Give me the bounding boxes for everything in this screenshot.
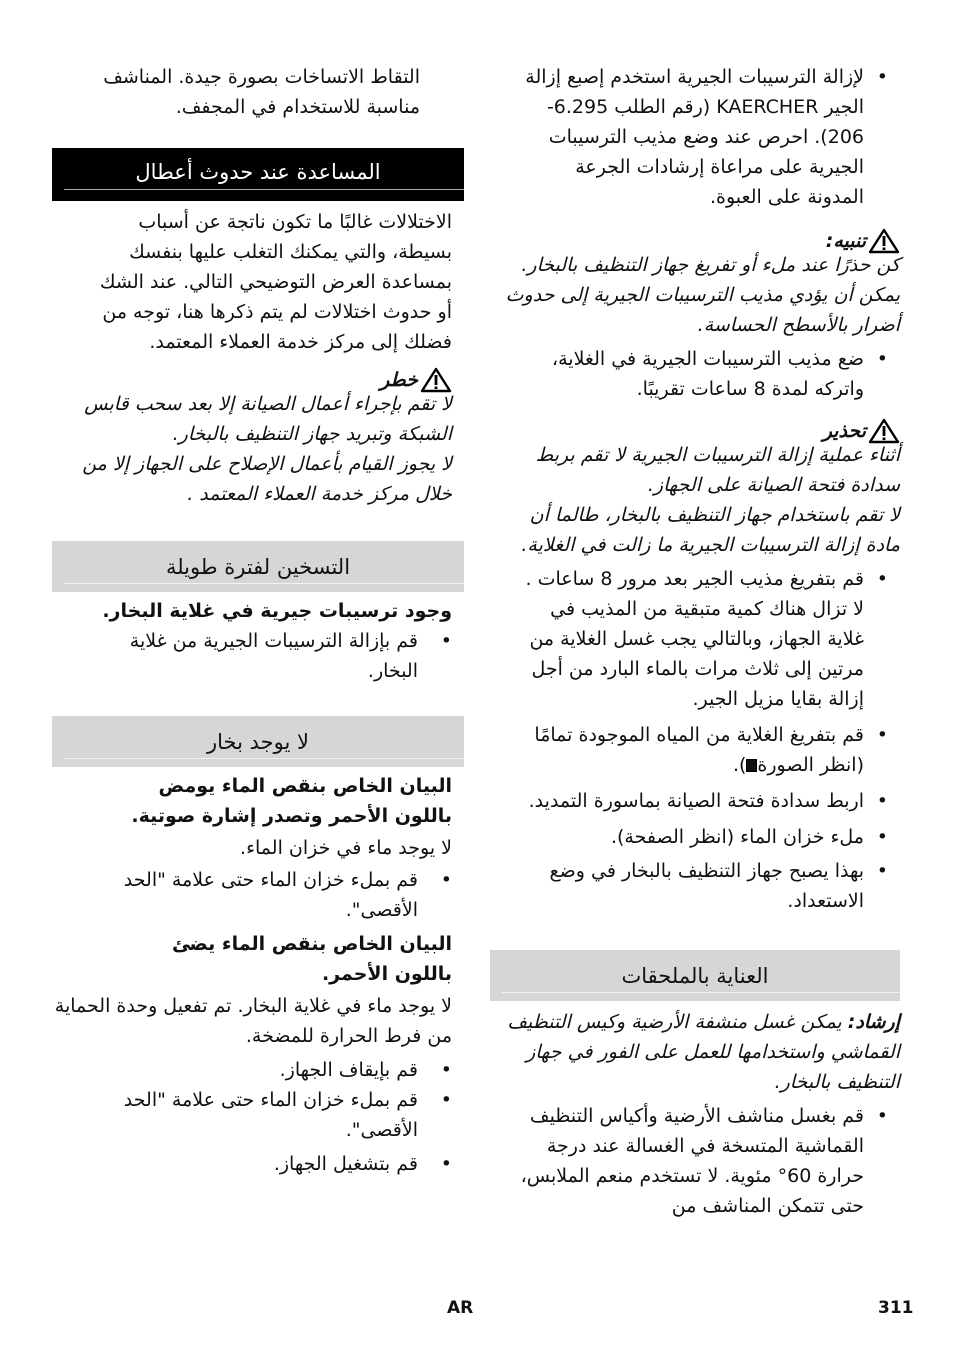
section-title: العناية بالملحقات (621, 964, 769, 988)
list-item (490, 1101, 900, 1221)
caution-text: كن حذرًا عند ملء أو تفريغ جهاز التنظيف بالبخار. يمكن أن يؤدي مذيب الترسيبات الجيرية إلى حدوث أضرار بالأسطح الحساسة. (505, 254, 900, 336)
list-item-text: قم بملء خزان الماء حتى علامة "الحد الأقصى". (123, 1089, 418, 1141)
right-column (490, 62, 900, 1221)
figure-reference-icon (746, 759, 757, 772)
warning-text: أثناء عملية إزالة الترسيبات الجيرية لا تقم بربط سدادة فتحة الصيانة على الجهاز. (535, 444, 900, 496)
section-heading (490, 950, 900, 1001)
note-text (490, 1007, 900, 1097)
list-item-text: قم بتفريغ مذيب الجير بعد مرور 8 ساعات . لا تزال هناك كمية متبقية من المذيب في غلاية الجهاز، وبالتالي يجب غسل الغلاية من مرتين إلى ثلاث مرات بالماء البارد من أجل إزالة بقايا مزيل الجير. (525, 568, 864, 710)
section-heading (52, 148, 464, 201)
list-item-text: قم بتفريغ الغلاية من المياه الموجودة تمامًا (انظر الصورة (534, 724, 864, 776)
list-item-text: قم بإزالة الترسيبات الجيرية من غلاية البخار. (129, 630, 418, 682)
list-item-text: ). (732, 754, 747, 776)
list-item (52, 1149, 464, 1179)
list-item-text: ضع مذيب الترسيبات الجيرية في الغلاية، واتركه لمدة 8 ساعات تقريبًا. (551, 348, 864, 400)
symptom-text: البيان الخاص بنقص الماء يضئ باللون الأحمر. (172, 933, 452, 985)
heading-rule (64, 583, 464, 584)
list-item-text: قم بإيقاف الجهاز. (279, 1059, 418, 1081)
note-body: يمكن غسل منشفة الأرضية وكيس التنظيف القماشي واستخدامها للعمل على الفور في جهاز التنظيف بالبخار. (507, 1011, 900, 1093)
section-title: لا يوجد بخار (207, 730, 309, 754)
page-number: 311 (878, 1298, 914, 1318)
paragraph: الاختلالات غالبًا ما تكون ناتجة عن أسباب بسيطة، والتي يمكنك التغلب عليها بنفسك بمساعدة العرض التوضيحي التالي. عند الشك أو حدوث اختلالات لم يتم ذكرها هنا، توجه من فضلك إلى مركز خدمة العملاء المعتمد. (99, 211, 452, 353)
section-heading (52, 541, 464, 592)
cause-text: لا يوجد ماء في خزان الماء. (240, 837, 452, 859)
section-heading (52, 716, 464, 767)
list-item (52, 1055, 464, 1085)
warning-label: تحذير (822, 420, 866, 442)
list-item-text: ملء خزان الماء (انظر الصفحة). (610, 826, 864, 848)
paragraph: التقاط الاتساخات بصورة جيدة. المناشف مناسبة للاستخدام في المجفف. (103, 66, 420, 118)
list-item-text: قم بملء خزان الماء حتى علامة "الحد الأقصى". (123, 869, 418, 921)
cause-text: وجود ترسيبات جيرية في غلاية البخار. (102, 600, 452, 622)
caution-label: تنبيه: (825, 230, 866, 252)
list-item (490, 564, 900, 714)
list-item (52, 865, 464, 925)
list-item-text: اربط سدادة فتحة الصيانة بماسورة التمديد. (528, 790, 864, 812)
warning-text: لا تقم باستخدام جهاز التنظيف بالبخار، طالما أن مادة إزالة الترسيبات الجيرية ما زالت في الغلاية. (521, 504, 900, 556)
danger-label: خطر (380, 369, 418, 391)
list-item (490, 786, 900, 816)
heading-rule (64, 189, 464, 190)
list-item (490, 856, 900, 916)
list-item (490, 822, 900, 852)
left-column (52, 62, 464, 1179)
symptom-text: البيان الخاص بنقص الماء يومض باللون الأحمر وتصدر إشارة صوتية. (131, 775, 452, 827)
section-title: المساعدة عند حدوث أعطال (135, 160, 381, 184)
list-item-text: لإزالة الترسيبات الجيرية استخدم إصبع إزالة الجير KAERCHER (رقم الطلب 6.295-206). احرص عند وضع مذيب الترسيبات الجيرية على مراعاة إرشادات الجرعة المدونة على العبوة. (525, 66, 864, 208)
list-item (52, 626, 464, 686)
footer-language: AR (447, 1298, 474, 1318)
list-item (490, 720, 900, 780)
danger-text: لا يجوز القيام بأعمال الإصلاح على الجهاز إلا من خلال مركز خدمة العملاء المعتمد . (82, 453, 452, 505)
list-item (490, 62, 900, 212)
note-label: إرشاد: (847, 1011, 900, 1033)
section-title: التسخين لفترة طويلة (165, 555, 351, 579)
heading-rule (64, 758, 464, 759)
list-item (490, 344, 900, 404)
cause-text: لا يوجد ماء في غلاية البخار. تم تفعيل وحدة الحماية من فرط الحرارة للمضخة. (54, 995, 452, 1047)
danger-text: لا تقم بإجراء أعمال الصيانة إلا بعد سحب قابس الشبكة وتبريد جهاز التنظيف بالبخار. (84, 393, 452, 445)
list-item (52, 1085, 464, 1145)
list-item-text: قم بتشغيل الجهاز. (273, 1153, 418, 1175)
list-item-text: بهذا يصبح جهاز التنظيف بالبخار في وضع الاستعداد. (549, 860, 864, 912)
list-item-text: قم بغسل مناشف الأرضية وأكياس التنظيف القماشية المتسخة في الغسالة عند درجة حرارة 60° مئوية. لا تستخدم منعم الملابس، حتى تتمكن المناشف من (520, 1105, 864, 1217)
heading-rule (502, 992, 900, 993)
